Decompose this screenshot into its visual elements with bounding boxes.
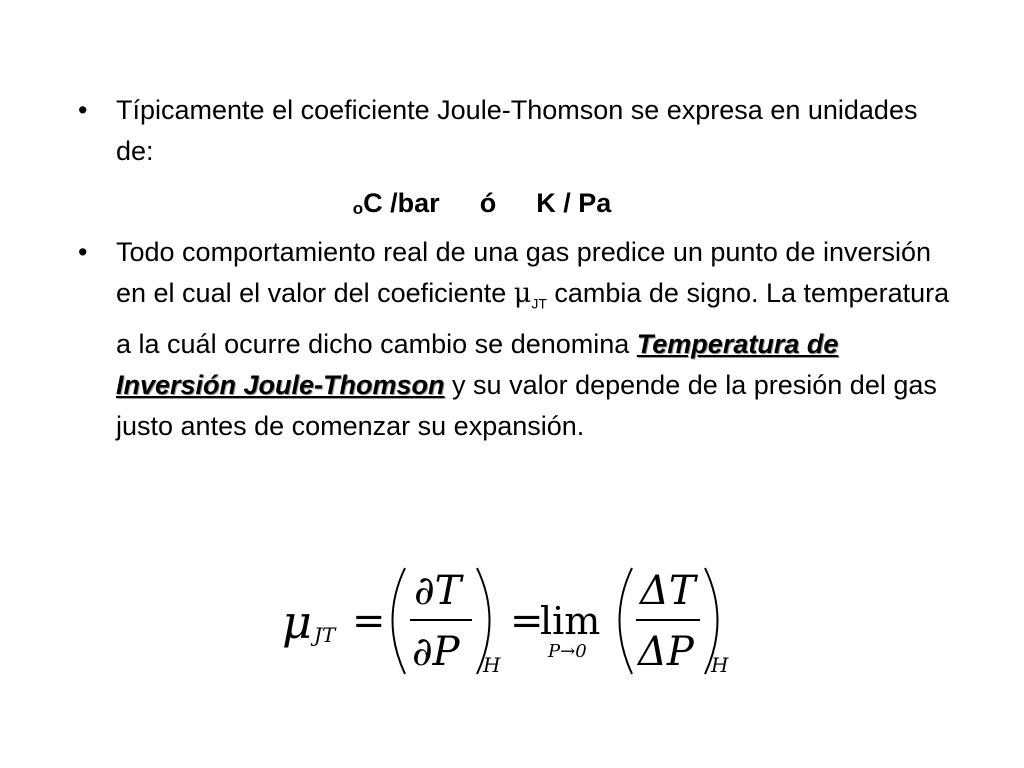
bullet-text-part3: y su valor depende de la presión del gas justo antes de comenzar su expansión. [116, 370, 937, 442]
unit2: K / Pa [536, 188, 612, 218]
formula-lim: lim [540, 599, 601, 643]
bullet-dot-icon: • [78, 95, 88, 125]
frac1-denominator: ∂P [412, 629, 460, 675]
bullet-text-units: Típicamente el coeficiente Joule-Thomson se expresa en unidades de: [116, 95, 918, 166]
paren-left-2 [620, 568, 633, 674]
bullet-list-2 [78, 232, 958, 447]
formula-svg [280, 560, 750, 690]
bullet-text-part2: cambia de signo. La temperatura a la cuál ocurre dicho cambio se denomina [116, 278, 950, 360]
frac1-numerator: ∂T [414, 568, 462, 614]
joule-thomson-formula [280, 560, 750, 690]
formula-equals-2: = [510, 598, 544, 644]
frac2-denominator: ΔP [638, 629, 694, 675]
formula-mu-subscript: JT [314, 623, 336, 647]
frac1-subscript-h: H [483, 653, 501, 677]
bullet-text-part1: Todo comportamiento real de una gas predice un punto de inversión en el cual el valor del coeficiente [116, 237, 932, 308]
bullet-item-units [78, 90, 958, 172]
frac2-subscript-h: H [711, 653, 729, 677]
bullet-dot-icon: • [78, 237, 88, 267]
units-line [0, 180, 1024, 234]
formula-mu: μ [282, 595, 312, 649]
unit-separator: ó [479, 188, 497, 218]
mu-jt-inline: $\mu_{JT}$ [513, 278, 547, 312]
unit1: C /bar [363, 188, 440, 218]
bullet-item-inversion [78, 232, 958, 447]
frac2-numerator: ΔT [640, 568, 696, 614]
formula-equals-1: = [352, 598, 386, 644]
formula-lim-subscript: P→0 [548, 641, 587, 662]
inversion-temperature-term: Temperatura de Inversión Joule-Thomson [116, 329, 839, 401]
bullet-list [78, 90, 958, 172]
paren-left-1 [393, 568, 406, 674]
unit1-superscript: o [352, 199, 364, 218]
